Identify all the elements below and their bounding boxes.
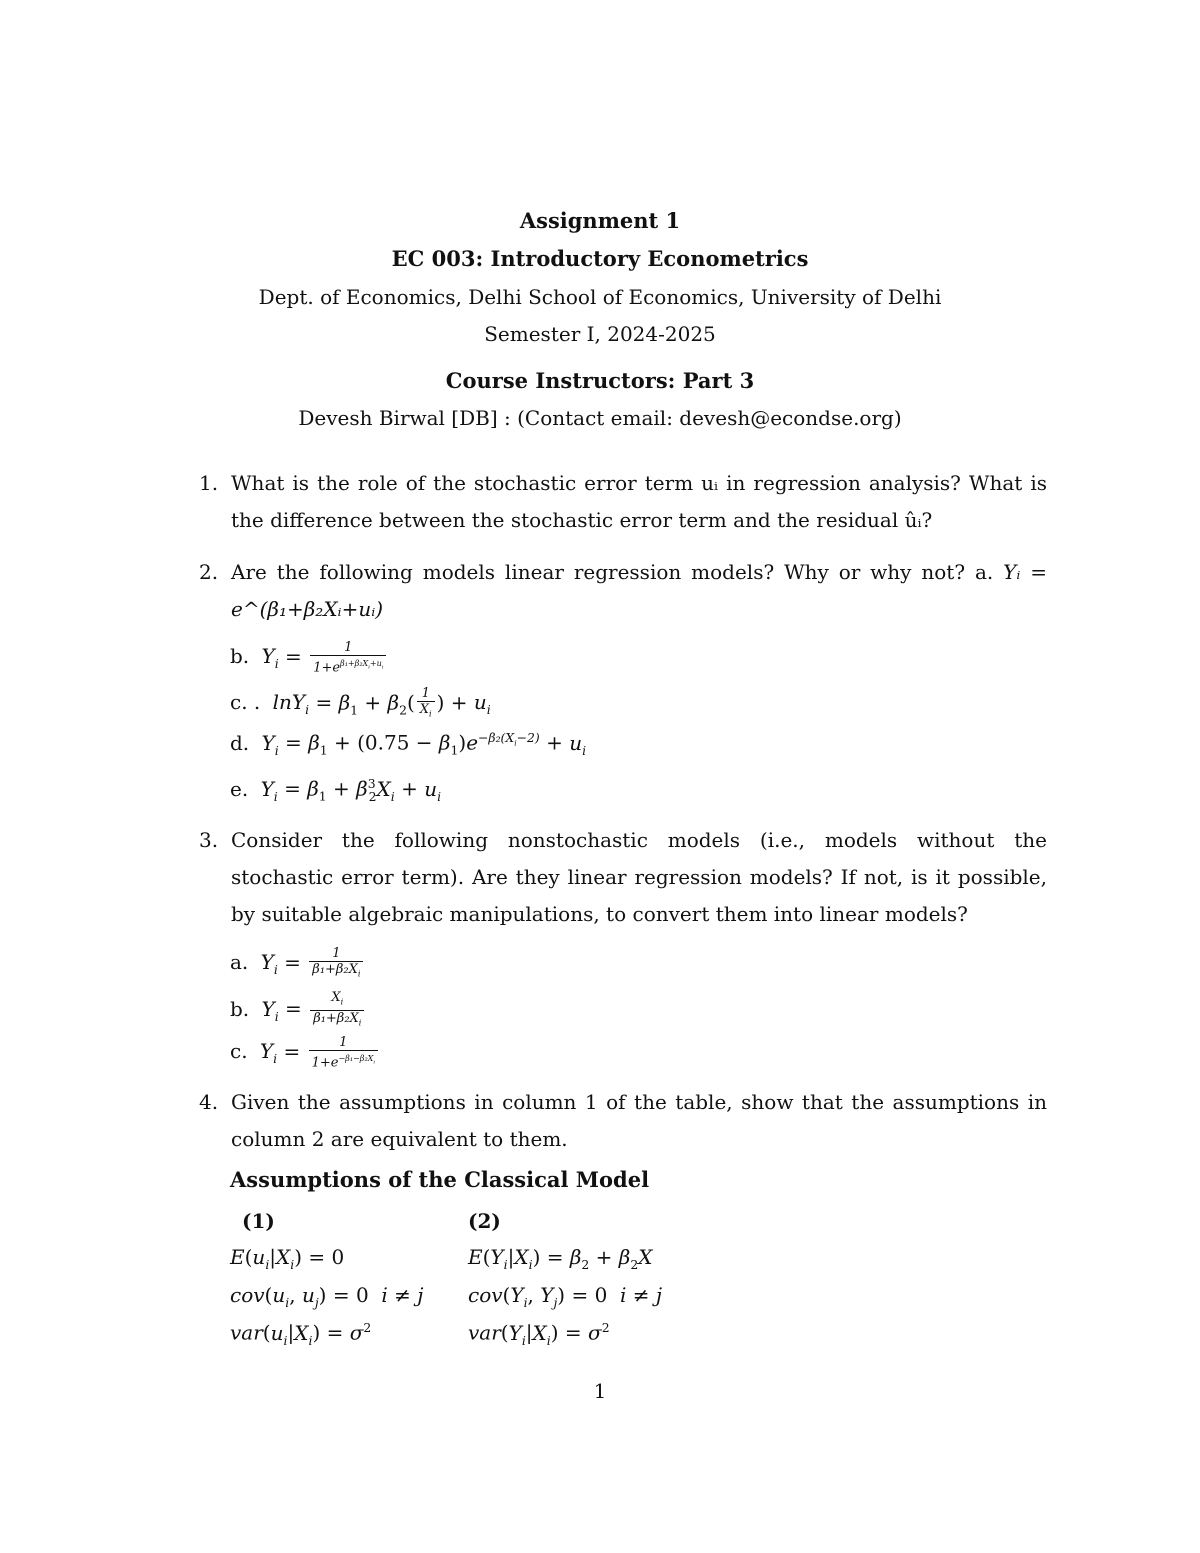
model-e: e. $Y_i = \beta_1 + \beta^3_2X_i + u_i$ bbox=[230, 776, 442, 804]
model-c: c. . $\ln Y_i = \beta_1 + \beta_2$( $\frac{1}{X_i}$ ) + $u_i$ bbox=[230, 686, 491, 722]
model-b: b. $Y_i$ = $\frac{1}{1+e^{\beta_1+\beta_2X_i+u_i}}$ bbox=[230, 640, 388, 676]
nonstochastic-model-a: a. $Y_i$ = $\frac{1}{\beta_1+\beta_2X_i}$ bbox=[230, 946, 365, 982]
column-2-header: (2) bbox=[468, 1209, 501, 1233]
column-1-header: (1) bbox=[242, 1209, 275, 1233]
table-title: Assumptions of the Classical Model bbox=[230, 1167, 650, 1192]
instructors-heading: Course Instructors: Part 3 bbox=[445, 368, 755, 393]
question-text: What is the role of the stochastic error term uᵢ in regression analysis? What is the difference between the stochastic error term and the residual ûᵢ? bbox=[231, 471, 1047, 532]
assumption-3-col-2: $var(Y_i|X_i) = \sigma^2$ bbox=[468, 1320, 610, 1348]
question-4 bbox=[199, 1084, 1059, 1160]
question-3 bbox=[199, 822, 1059, 937]
question-text: Consider the following nonstochastic models (i.e., models without the stochastic error term). Are they linear regression models? If not, is it possible, by suitable algebraic manipulations, to convert them into linear models? bbox=[231, 828, 1047, 926]
instructor-line: Devesh Birwal [DB] : (Contact email: devesh@econdse.org) bbox=[298, 406, 902, 430]
assumption-3-col-1: $var(u_i|X_i) = \sigma^2$ bbox=[230, 1320, 372, 1348]
model-a-expression: Yᵢ = e^(β₁+β₂Xᵢ+uᵢ) bbox=[231, 560, 1047, 621]
assumption-2-col-1: $cov(u_i$, $u_j) = 0$ i ≠ j bbox=[230, 1283, 424, 1310]
assumption-2-col-2: $cov(Y_i$, $Y_j) = 0$ i ≠ j bbox=[468, 1283, 663, 1310]
question-number: 4. bbox=[199, 1090, 219, 1114]
question-number: 1. bbox=[199, 471, 219, 495]
question-number: 2. bbox=[199, 560, 219, 584]
assumption-1-col-1: $E(u_i|X_i) = 0$ bbox=[230, 1245, 345, 1272]
assumption-1-col-2: $E(Y_i|X_i) = \beta_2 + \beta_2X$ bbox=[468, 1245, 653, 1272]
course-title: EC 003: Introductory Econometrics bbox=[391, 246, 809, 271]
question-text: Given the assumptions in column 1 of the table, show that the assumptions in column 2 are equivalent to them. bbox=[231, 1090, 1047, 1151]
assignment-title: Assignment 1 bbox=[519, 208, 681, 233]
question-text: Are the following models linear regression models? Why or why not? a. Yᵢ = e^(β₁+β₂Xᵢ+uᵢ) bbox=[231, 560, 1047, 621]
model-d: d. $Y_i = \beta_1 + (0.75 - \beta_1)e^{-\beta_2(X_i-2)} + u_i$ bbox=[230, 730, 587, 758]
nonstochastic-model-b: b. $Y_i$ = $\frac{X_i}{\beta_1+\beta_2X_i}$ bbox=[230, 990, 366, 1030]
nonstochastic-model-c: c. $Y_i$ = $\frac{1}{1+e^{-\beta_1-\beta_2X_i}}$ bbox=[230, 1035, 380, 1071]
question-number: 3. bbox=[199, 828, 219, 852]
question-1 bbox=[199, 465, 1059, 541]
page-number: 1 bbox=[593, 1379, 607, 1403]
semester-line: Semester I, 2024-2025 bbox=[484, 322, 716, 346]
question-2 bbox=[199, 554, 1059, 630]
department-line: Dept. of Economics, Delhi School of Economics, University of Delhi bbox=[258, 285, 942, 309]
